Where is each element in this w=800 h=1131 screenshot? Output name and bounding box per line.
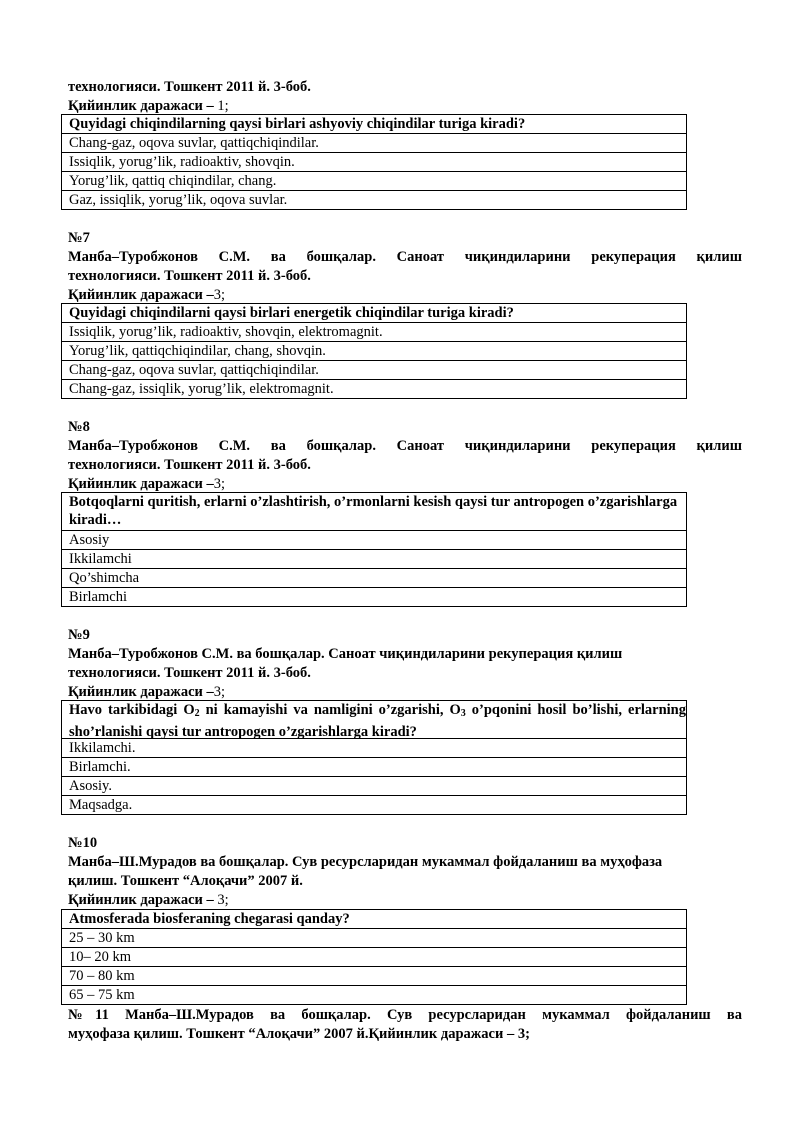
answer-option: Qo’shimcha — [62, 569, 686, 588]
answer-option: Chang-gaz, issiqlik, yorug’lik, elektromagnit. — [62, 380, 686, 399]
difficulty-value: 3; — [213, 892, 229, 908]
answer-option: Chang-gaz, oqova suvlar, qattiqchiqindilar. — [62, 361, 686, 380]
source-line: Манба–Туробжонов С.М. ва бошқалар. Саноат чиқиндиларини рекуперация қилиш — [68, 249, 742, 265]
question-table — [61, 492, 687, 607]
subscript: 3 — [460, 708, 466, 719]
question-number: №8 — [68, 419, 90, 435]
answer-option: Asosiy — [62, 531, 686, 550]
source-line: Манба–Туробжонов С.М. ва бошқалар. Саноат чиқиндиларини рекуперация қилиш — [68, 438, 742, 454]
difficulty-label: Қийинлик даражаси – — [68, 98, 214, 114]
answer-option: Yorug’lik, qattiq chiqindilar, chang. — [62, 172, 686, 191]
answer-option: 70 – 80 km — [62, 967, 686, 986]
question-table — [61, 303, 687, 399]
source-line: қилиш. Тошкент “Алоқачи” 2007 й. — [68, 873, 303, 889]
answer-option: Asosiy. — [62, 777, 686, 796]
difficulty-value: 3; — [213, 476, 226, 492]
answer-option: Yorug’lik, qattiqchiqindilar, chang, shovqin. — [62, 342, 686, 361]
question-text: Quyidagi chiqindilarni qaysi birlari energetik chiqindilar turiga kiradi? — [62, 304, 686, 323]
answer-option: 65 – 75 km — [62, 986, 686, 1005]
question-table — [61, 909, 687, 1005]
source-line: №11 Манба–Ш.Мурадов ва бошқалар. Сув ресурсларидан мукаммал фойдаланиш ва — [68, 1007, 742, 1023]
difficulty-label: Қийинлик даражаси – — [68, 892, 214, 908]
answer-option: Issiqlik, yorug’lik, radioaktiv, shovqin, elektromagnit. — [62, 323, 686, 342]
source-line: технологияси. Тошкент 2011 й. 3-боб. — [68, 268, 311, 284]
source-line: технологияси. Тошкент 2011 й. 3-боб. — [68, 665, 311, 681]
answer-option: Ikkilamchi — [62, 550, 686, 569]
question-number: №9 — [68, 627, 90, 643]
question-text-part: ni kamayishi va namligini o’zgarishi, O — [199, 702, 461, 718]
question-text: Botqoqlarni quritish, erlarni o’zlashtirish, o’rmonlarni kesish qaysi tur antropogen o’zgarishlarga kiradi… — [62, 493, 686, 531]
question-text: Atmosferada biosferaning chegarasi qanday? — [62, 910, 686, 929]
answer-option: Chang-gaz, oqova suvlar, qattiqchiqindilar. — [62, 134, 686, 153]
answer-option: Maqsadga. — [62, 796, 686, 815]
answer-option: Birlamchi. — [62, 758, 686, 777]
question-number: №10 — [68, 835, 98, 851]
question-text: Quyidagi chiqindilarning qaysi birlari ashyoviy chiqindilar turiga kiradi? — [62, 115, 686, 134]
question-text — [62, 701, 686, 739]
difficulty-value: 3; — [213, 287, 226, 303]
source-line: Манба–Ш.Мурадов ва бошқалар. Сув ресурсларидан мукаммал фойдаланиш ва муҳофаза — [68, 854, 663, 870]
answer-option: Gaz, issiqlik, yorug’lik, oqova suvlar. — [62, 191, 686, 210]
answer-option: 10– 20 km — [62, 948, 686, 967]
difficulty-label: Қийинлик даражаси – — [68, 287, 214, 303]
source-line: технологияси. Тошкент 2011 й. 3-боб. — [68, 457, 311, 473]
question-table — [61, 114, 687, 210]
difficulty-value: 3; — [213, 684, 226, 700]
question-text-part: o’pqonini hosil bo’lishi, erlarning sho’rlanishi qaysi tur antropogen o’zgarishlarga kiradi? — [69, 702, 686, 739]
question-number: №7 — [68, 230, 90, 246]
source-line: Манба–Туробжонов С.М. ва бошқалар. Саноат чиқиндиларини рекуперация қилиш — [68, 646, 623, 662]
answer-option: Issiqlik, yorug’lik, radioaktiv, shovqin. — [62, 153, 686, 172]
difficulty-label: Қийинлик даражаси – — [68, 476, 214, 492]
difficulty-value: 1; — [213, 98, 229, 114]
question-text-part: Havo tarkibidagi O — [69, 702, 195, 718]
question-table — [61, 700, 687, 815]
answer-option: Ikkilamchi. — [62, 739, 686, 758]
difficulty-label: Қийинлик даражаси – — [68, 684, 214, 700]
source-line: технологияси. Тошкент 2011 й. 3-боб. — [68, 79, 311, 95]
source-line: муҳофаза қилиш. Тошкент “Алоқачи” 2007 й.Қийинлик даражаси – 3; — [68, 1026, 530, 1042]
difficulty-line — [68, 891, 229, 910]
subscript: 2 — [194, 708, 200, 719]
answer-option: Birlamchi — [62, 588, 686, 607]
answer-option: 25 – 30 km — [62, 929, 686, 948]
